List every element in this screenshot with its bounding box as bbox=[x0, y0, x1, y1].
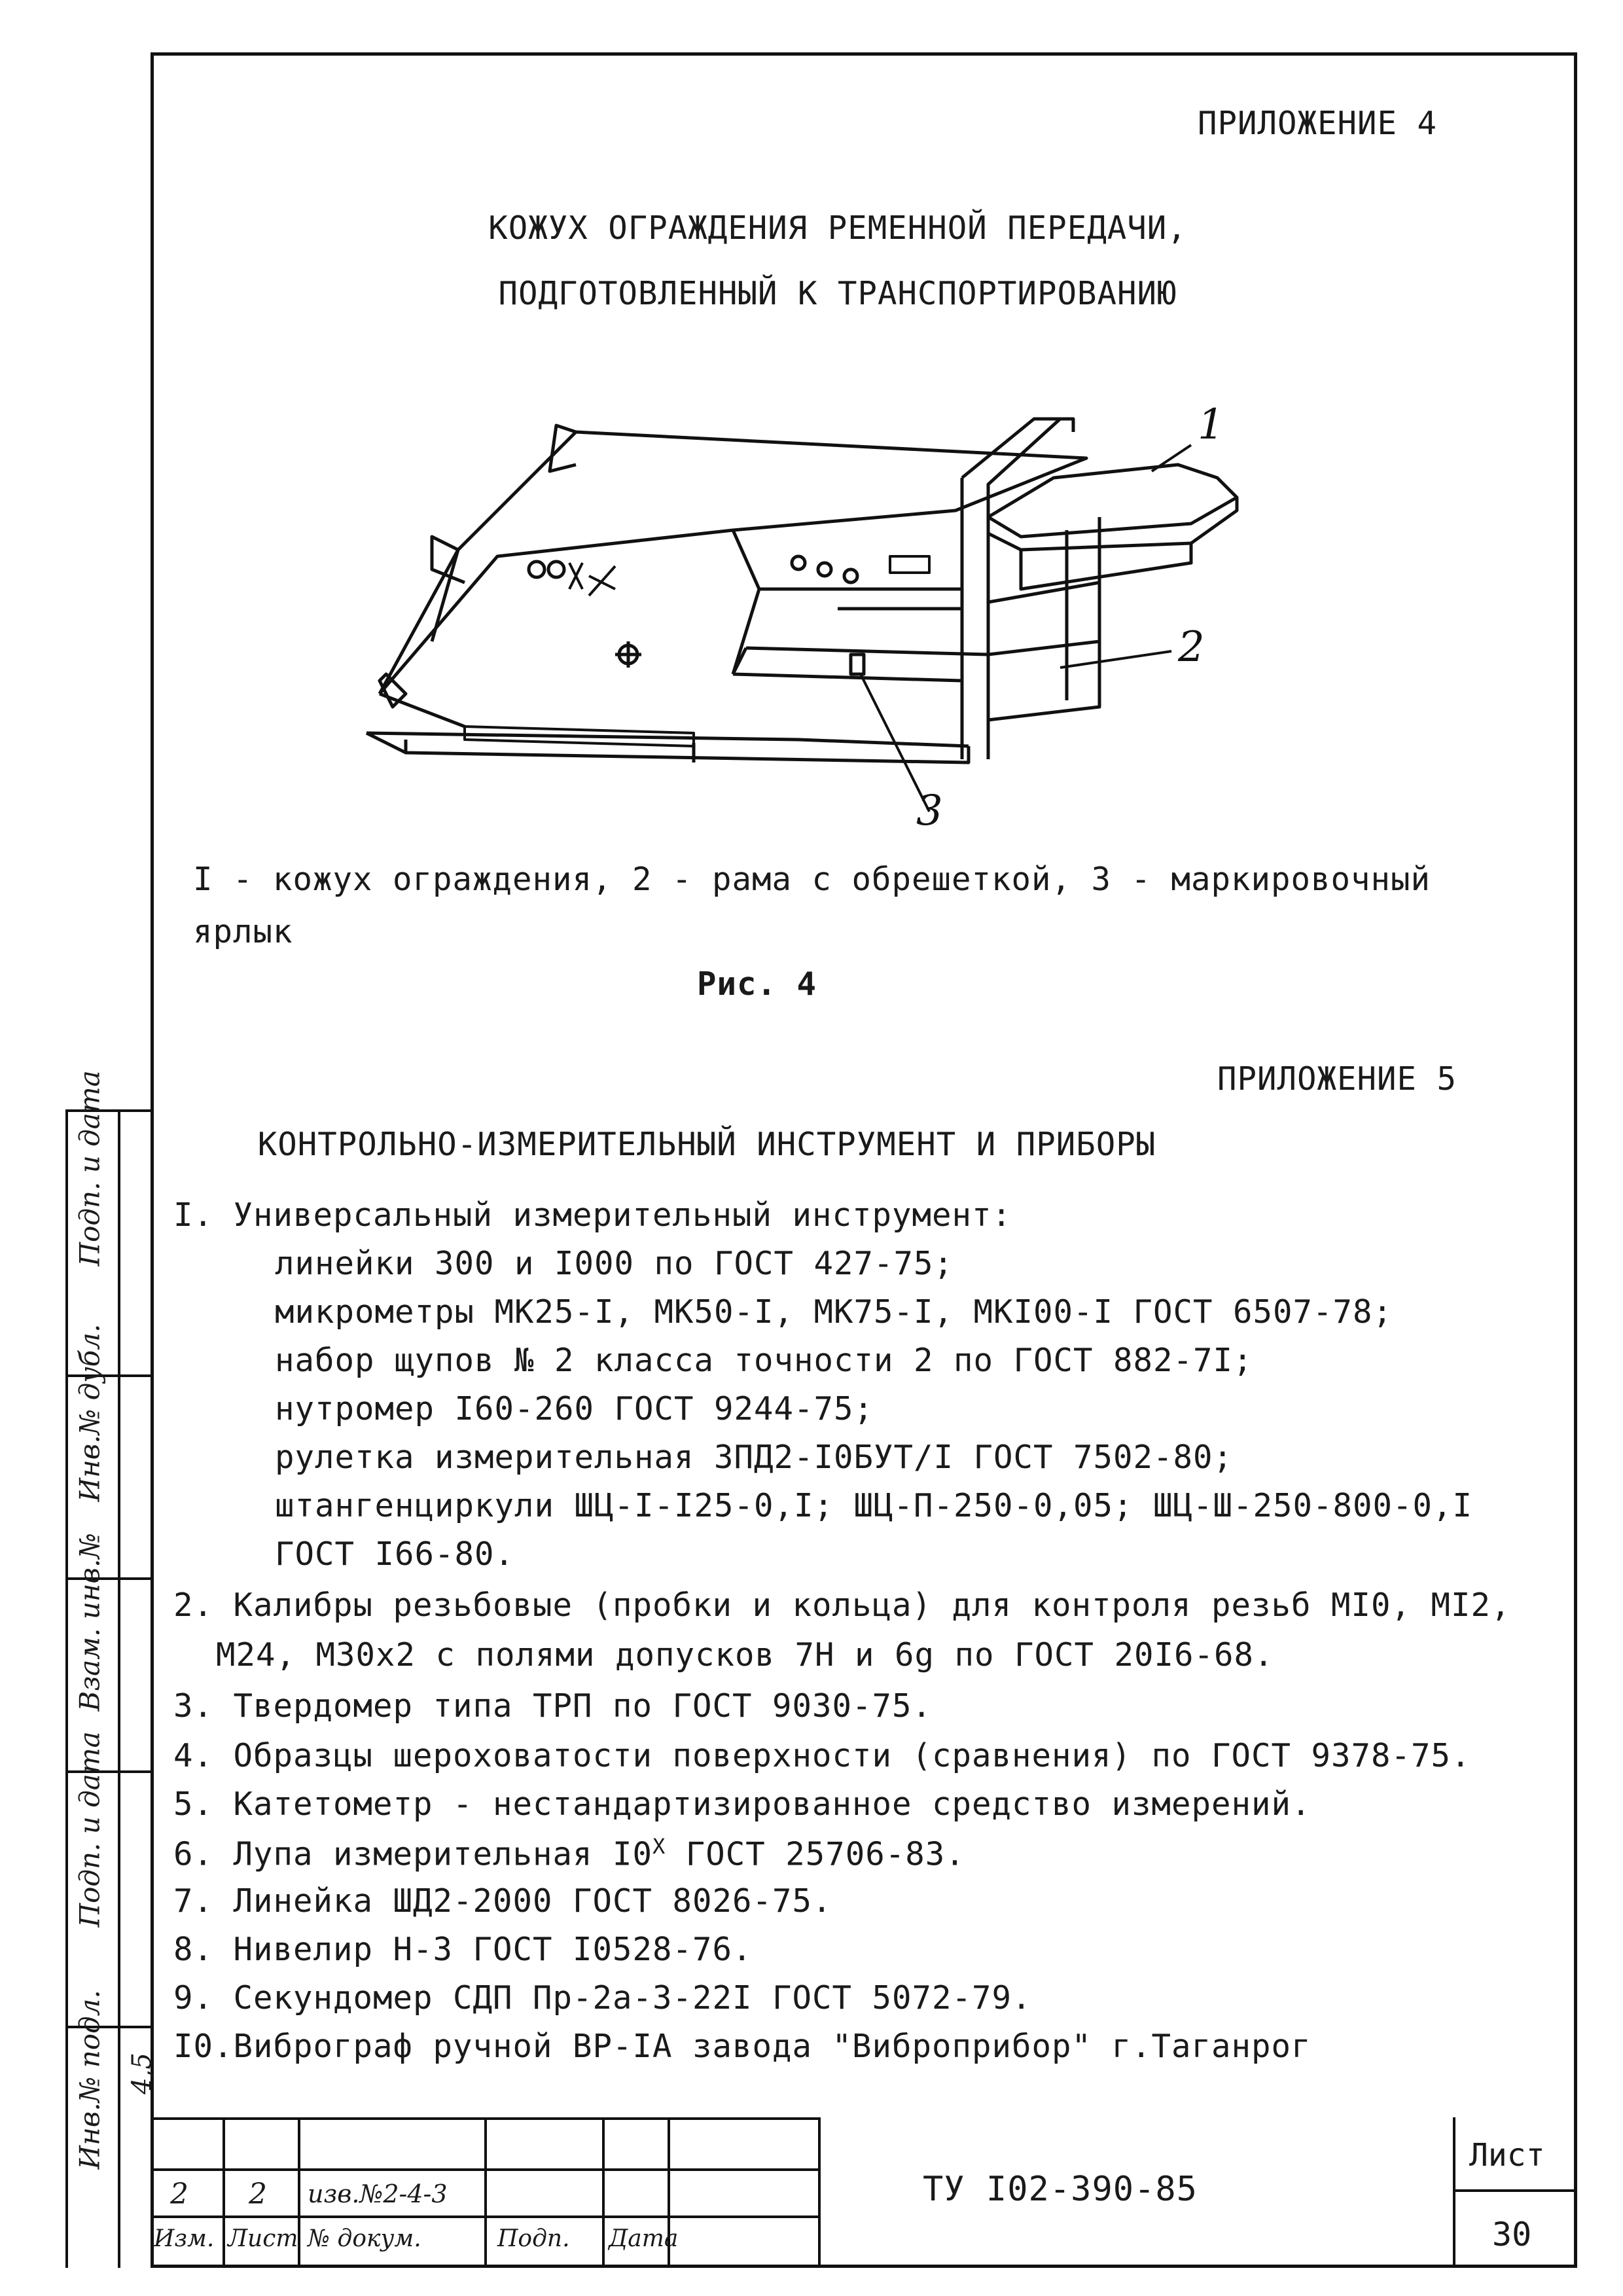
revision-sheet: 2 bbox=[249, 2178, 267, 2211]
list-line-16: 8. Нивелир Н-3 ГОСТ I0528-76. bbox=[173, 1931, 753, 1968]
list-line-15: 7. Линейка ШД2-2000 ГОСТ 8026-75. bbox=[173, 1882, 832, 1920]
sidebar-border-mid bbox=[118, 1109, 120, 2268]
header-date: Дата bbox=[609, 2225, 679, 2252]
list-line-11: 3. Твердомер типа ТРП по ГОСТ 9030-75. bbox=[173, 1687, 933, 1725]
figure-caption: Рис. 4 bbox=[697, 965, 817, 1003]
sheet-label: Лист bbox=[1469, 2137, 1545, 2174]
list-line-14-tail: ГОСТ 25706-83. bbox=[666, 1835, 965, 1873]
document-number: ТУ I02-390-85 bbox=[923, 2170, 1198, 2209]
list-line-14 bbox=[173, 1834, 965, 1873]
list-line-10: М24, М30х2 с полями допусков 7Н и 6g по ГОСТ 20I6-68. bbox=[216, 1636, 1274, 1674]
list-line-17: 9. Секундомер СДП Пр-2а-3-22I ГОСТ 5072-79. bbox=[173, 1979, 1032, 2017]
revision-doc: изв.№2-4-3 bbox=[308, 2179, 448, 2208]
title-block-line bbox=[223, 2117, 225, 2268]
title-block-line bbox=[602, 2117, 605, 2268]
magnification-sup: X bbox=[652, 1834, 666, 1859]
list-line-6: рулетка измерительная ЗПД2-I0БУТ/I ГОСТ 7502-80; bbox=[275, 1439, 1234, 1476]
list-line-14-text: 6. Лупа измерительная I0 bbox=[173, 1835, 653, 1873]
title-block-line bbox=[1453, 2117, 1455, 2268]
callout-3: 3 bbox=[916, 787, 943, 831]
appendix5-label: ПРИЛОЖЕНИЕ 5 bbox=[1217, 1060, 1457, 1098]
sidebar-label-original-inv: Инв.№ подл. bbox=[73, 1990, 106, 2170]
list-line-9: 2. Калибры резьбовые (пробки и кольца) для контроля резьб МI0, МI2, bbox=[173, 1587, 1511, 1624]
appendix5-title: КОНТРОЛЬНО-ИЗМЕРИТЕЛЬНЫЙ ИНСТРУМЕНТ И ПРИБОРЫ bbox=[257, 1126, 1156, 1163]
sidebar-label-sign-date-2: Подп. и дата bbox=[73, 1731, 106, 1928]
sidebar-border-left bbox=[65, 1109, 68, 2268]
sidebar-label-sign-date-1: Подп. и дата bbox=[73, 1070, 106, 1266]
title-block-line bbox=[484, 2117, 487, 2268]
list-line-5: нутромер I60-260 ГОСТ 9244-75; bbox=[275, 1390, 874, 1427]
archive-sidebar bbox=[65, 1070, 157, 2268]
callout-2: 2 bbox=[1178, 623, 1205, 672]
appendix4-title-line1: КОЖУХ ОГРАЖДЕНИЯ РЕМЕННОЙ ПЕРЕДАЧИ, bbox=[488, 209, 1187, 247]
title-block-line bbox=[818, 2117, 821, 2268]
title-block-line bbox=[1453, 2189, 1577, 2192]
list-line-7: штангенциркули ШЦ-I-I25-0,I; ШЦ-П-250-0,05; ШЦ-Ш-250-800-0,I bbox=[275, 1487, 1473, 1524]
casing-drawing bbox=[340, 393, 1329, 831]
list-line-18: I0.Виброграф ручной ВР-IА завода "Виброприбор" г.Таганрог bbox=[173, 2028, 1311, 2065]
list-line-1: I. Универсальный измерительный инструмент: bbox=[173, 1196, 1012, 1234]
appendix4-label: ПРИЛОЖЕНИЕ 4 bbox=[1198, 105, 1438, 142]
list-line-2: линейки 300 и I000 по ГОСТ 427-75; bbox=[275, 1245, 954, 1282]
appendix4-legend-line1: I - кожух ограждения, 2 - рама с обрешеткой, 3 - маркировочный bbox=[193, 861, 1431, 898]
list-line-4: набор щупов № 2 класса точности 2 по ГОСТ 882-7I; bbox=[275, 1342, 1253, 1379]
sheet-number: 30 bbox=[1492, 2215, 1532, 2253]
revision-number: 2 bbox=[170, 2178, 188, 2211]
list-line-12: 4. Образцы шероховатости поверхности (сравнения) по ГОСТ 9378-75. bbox=[173, 1737, 1471, 1774]
header-document: № докум. bbox=[308, 2225, 421, 2252]
list-line-13: 5. Катетометр - нестандартизированное средство измерений. bbox=[173, 1785, 1311, 1823]
title-block bbox=[151, 2117, 1577, 2268]
header-sheet: Лист bbox=[228, 2225, 298, 2252]
appendix4-legend-line2: ярлык bbox=[193, 913, 293, 950]
list-line-8: ГОСТ I66-80. bbox=[275, 1535, 515, 1573]
sidebar-label-replace-inv: Взам. инв.№ bbox=[73, 1532, 106, 1712]
callout-1: 1 bbox=[1198, 401, 1224, 449]
appendix4-title-line2: ПОДГОТОВЛЕННЫЙ К ТРАНСПОРТИРОВАНИЮ bbox=[498, 275, 1177, 312]
sidebar-label-dup-inv: Инв.№ дубл. bbox=[73, 1323, 106, 1502]
header-signature: Подп. bbox=[497, 2225, 570, 2252]
sidebar-handwritten-number: 4,5 bbox=[127, 2053, 157, 2094]
list-line-3: микрометры МК25-I, МК50-I, МК75-I, МКI00-I ГОСТ 6507-78; bbox=[275, 1293, 1393, 1331]
header-change: Изм. bbox=[154, 2225, 215, 2252]
